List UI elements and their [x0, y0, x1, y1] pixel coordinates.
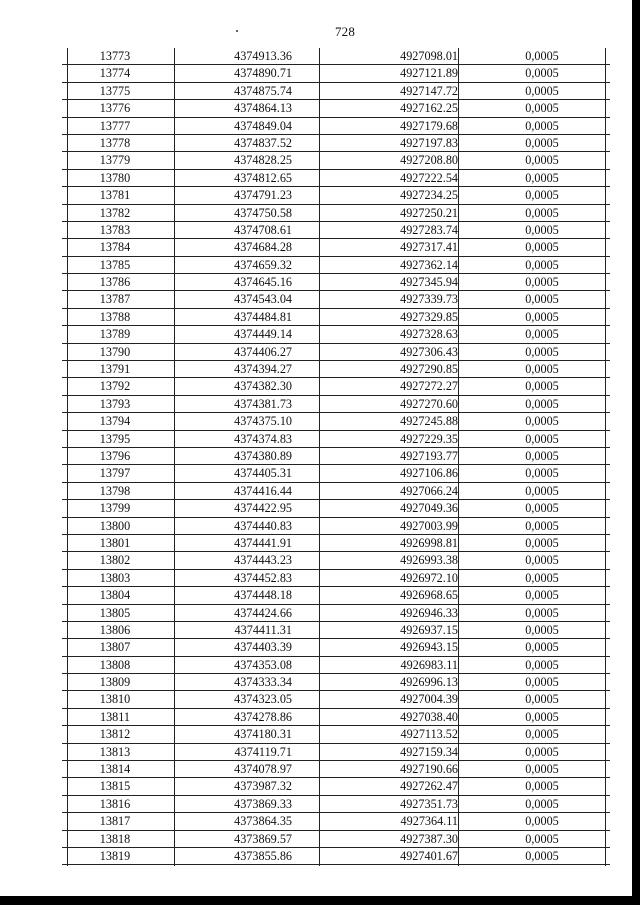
point-number-cell: 13795 [99, 431, 131, 446]
x-coordinate-cell: 4374119.71 [234, 744, 292, 759]
error-value-cell: 0,0005 [525, 518, 559, 533]
x-coordinate-cell: 4373869.33 [234, 796, 292, 811]
table-row [62, 639, 610, 656]
table-row [62, 83, 610, 100]
x-coordinate-cell: 4374333.34 [234, 675, 292, 690]
point-number-cell: 13812 [99, 727, 131, 742]
y-coordinate-cell: 4927147.72 [400, 83, 458, 98]
x-coordinate-cell: 4374452.83 [234, 570, 292, 585]
y-coordinate-cell: 4927345.94 [400, 275, 458, 290]
table-row [62, 257, 610, 274]
error-value-cell: 0,0005 [525, 275, 559, 290]
table-row [62, 691, 610, 708]
y-coordinate-cell: 4926937.15 [400, 622, 458, 637]
error-value-cell: 0,0005 [525, 309, 559, 324]
table-row [62, 222, 610, 239]
y-coordinate-cell: 4927193.77 [400, 448, 458, 463]
error-value-cell: 0,0005 [525, 431, 559, 446]
point-number-cell: 13801 [99, 535, 131, 550]
point-number-cell: 13785 [99, 257, 131, 272]
table-row [62, 500, 610, 517]
table-row [62, 135, 610, 152]
table-row [62, 552, 610, 569]
point-number-cell: 13805 [99, 605, 131, 620]
y-coordinate-cell: 4927401.67 [400, 848, 458, 863]
y-coordinate-cell: 4927290.85 [400, 362, 458, 377]
point-number-cell: 13774 [99, 66, 131, 81]
scan-edge-bottom [0, 896, 640, 905]
x-coordinate-cell: 4373987.32 [234, 779, 292, 794]
x-coordinate-cell: 4374323.05 [234, 692, 292, 707]
error-value-cell: 0,0005 [525, 135, 559, 150]
y-coordinate-cell: 4927234.25 [400, 188, 458, 203]
error-value-cell: 0,0005 [525, 188, 559, 203]
point-number-cell: 13782 [99, 205, 131, 220]
x-coordinate-cell: 4374424.66 [234, 605, 292, 620]
x-coordinate-cell: 4374405.31 [234, 466, 292, 481]
y-coordinate-cell: 4927283.74 [400, 222, 458, 237]
error-value-cell: 0,0005 [525, 292, 559, 307]
y-coordinate-cell: 4927387.30 [400, 831, 458, 846]
x-coordinate-cell: 4374375.10 [234, 414, 292, 429]
y-coordinate-cell: 4926943.15 [400, 640, 458, 655]
y-coordinate-cell: 4927113.52 [400, 727, 458, 742]
error-value-cell: 0,0005 [525, 727, 559, 742]
y-coordinate-cell: 4927262.47 [400, 779, 458, 794]
x-coordinate-cell: 4374278.86 [234, 709, 292, 724]
error-value-cell: 0,0005 [525, 814, 559, 829]
row-separator [62, 864, 610, 865]
x-coordinate-cell: 4374828.25 [234, 153, 292, 168]
y-coordinate-cell: 4927162.25 [400, 101, 458, 116]
error-value-cell: 0,0005 [525, 535, 559, 550]
y-coordinate-cell: 4926972.10 [400, 570, 458, 585]
y-coordinate-cell: 4927351.73 [400, 796, 458, 811]
table-row [62, 431, 610, 448]
error-value-cell: 0,0005 [525, 396, 559, 411]
point-number-cell: 13798 [99, 483, 131, 498]
point-number-cell: 13783 [99, 222, 131, 237]
x-coordinate-cell: 4374708.61 [234, 222, 292, 237]
error-value-cell: 0,0005 [525, 553, 559, 568]
x-coordinate-cell: 4374394.27 [234, 362, 292, 377]
table-row [62, 709, 610, 726]
error-value-cell: 0,0005 [525, 379, 559, 394]
point-number-cell: 13791 [99, 362, 131, 377]
table-row [62, 657, 610, 674]
y-coordinate-cell: 4927121.89 [400, 66, 458, 81]
y-coordinate-cell: 4927339.73 [400, 292, 458, 307]
error-value-cell: 0,0005 [525, 222, 559, 237]
x-coordinate-cell: 4373855.86 [234, 848, 292, 863]
x-coordinate-cell: 4374890.71 [234, 66, 292, 81]
x-coordinate-cell: 4374441.91 [234, 535, 292, 550]
x-coordinate-cell: 4374750.58 [234, 205, 292, 220]
table-row [62, 831, 610, 848]
point-number-cell: 13793 [99, 396, 131, 411]
table-row [62, 778, 610, 795]
y-coordinate-cell: 4927245.88 [400, 414, 458, 429]
point-number-cell: 13811 [99, 709, 131, 724]
error-value-cell: 0,0005 [525, 744, 559, 759]
table-row [62, 587, 610, 604]
error-value-cell: 0,0005 [525, 205, 559, 220]
table-row [62, 274, 610, 291]
error-value-cell: 0,0005 [525, 362, 559, 377]
point-number-cell: 13816 [99, 796, 131, 811]
error-value-cell: 0,0005 [525, 466, 559, 481]
x-coordinate-cell: 4374374.83 [234, 431, 292, 446]
table-row [62, 674, 610, 691]
error-value-cell: 0,0005 [525, 501, 559, 516]
point-number-cell: 13813 [99, 744, 131, 759]
error-value-cell: 0,0005 [525, 692, 559, 707]
y-coordinate-cell: 4927250.21 [400, 205, 458, 220]
x-coordinate-cell: 4374406.27 [234, 344, 292, 359]
y-coordinate-cell: 4926968.65 [400, 588, 458, 603]
table-row [62, 726, 610, 743]
table-row [62, 448, 610, 465]
table-row [62, 378, 610, 395]
point-number-cell: 13799 [99, 501, 131, 516]
x-coordinate-cell: 4374443.23 [234, 553, 292, 568]
x-coordinate-cell: 4374684.28 [234, 240, 292, 255]
error-value-cell: 0,0005 [525, 640, 559, 655]
error-value-cell: 0,0005 [525, 779, 559, 794]
y-coordinate-cell: 4927362.14 [400, 257, 458, 272]
x-coordinate-cell: 4374422.95 [234, 501, 292, 516]
y-coordinate-cell: 4926983.11 [400, 657, 458, 672]
table-row [62, 152, 610, 169]
x-coordinate-cell: 4373864.35 [234, 814, 292, 829]
error-value-cell: 0,0005 [525, 831, 559, 846]
y-coordinate-cell: 4926946.33 [400, 605, 458, 620]
point-number-cell: 13800 [99, 518, 131, 533]
error-value-cell: 0,0005 [525, 344, 559, 359]
point-number-cell: 13796 [99, 448, 131, 463]
error-value-cell: 0,0005 [525, 49, 559, 63]
point-number-cell: 13810 [99, 692, 131, 707]
error-value-cell: 0,0005 [525, 657, 559, 672]
point-number-cell: 13814 [99, 762, 131, 777]
table-row [62, 396, 610, 413]
point-number-cell: 13807 [99, 640, 131, 655]
point-number-cell: 13819 [99, 848, 131, 863]
error-value-cell: 0,0005 [525, 570, 559, 585]
error-value-cell: 0,0005 [525, 762, 559, 777]
x-coordinate-cell: 4374913.36 [234, 49, 292, 63]
error-value-cell: 0,0005 [525, 605, 559, 620]
x-coordinate-cell: 4374812.65 [234, 170, 292, 185]
x-coordinate-cell: 4373869.57 [234, 831, 292, 846]
y-coordinate-cell: 4927364.11 [400, 814, 458, 829]
table-body [62, 48, 610, 865]
table-row [62, 483, 610, 500]
table-row [62, 170, 610, 187]
table-row [62, 518, 610, 535]
x-coordinate-cell: 4374645.16 [234, 275, 292, 290]
point-number-cell: 13794 [99, 414, 131, 429]
error-value-cell: 0,0005 [525, 327, 559, 342]
point-number-cell: 13789 [99, 327, 131, 342]
table-row [62, 848, 610, 865]
y-coordinate-cell: 4927066.24 [400, 483, 458, 498]
point-number-cell: 13803 [99, 570, 131, 585]
y-coordinate-cell: 4927179.68 [400, 118, 458, 133]
point-number-cell: 13806 [99, 622, 131, 637]
table-row [62, 535, 610, 552]
error-value-cell: 0,0005 [525, 414, 559, 429]
x-coordinate-cell: 4374449.14 [234, 327, 292, 342]
error-value-cell: 0,0005 [525, 83, 559, 98]
point-number-cell: 13781 [99, 188, 131, 203]
x-coordinate-cell: 4374381.73 [234, 396, 292, 411]
error-value-cell: 0,0005 [525, 448, 559, 463]
table-row [62, 465, 610, 482]
y-coordinate-cell: 4926993.38 [400, 553, 458, 568]
y-coordinate-cell: 4927329.85 [400, 309, 458, 324]
x-coordinate-cell: 4374837.52 [234, 135, 292, 150]
coordinates-table [62, 48, 610, 866]
x-coordinate-cell: 4374380.89 [234, 448, 292, 463]
error-value-cell: 0,0005 [525, 66, 559, 81]
point-number-cell: 13792 [99, 379, 131, 394]
error-value-cell: 0,0005 [525, 588, 559, 603]
error-value-cell: 0,0005 [525, 118, 559, 133]
table-row [62, 761, 610, 778]
table-row [62, 605, 610, 622]
error-value-cell: 0,0005 [525, 153, 559, 168]
table-row [62, 187, 610, 204]
table-row [62, 291, 610, 308]
x-coordinate-cell: 4374382.30 [234, 379, 292, 394]
point-number-cell: 13778 [99, 135, 131, 150]
point-number-cell: 13818 [99, 831, 131, 846]
y-coordinate-cell: 4927038.40 [400, 709, 458, 724]
table-row [62, 48, 610, 65]
y-coordinate-cell: 4926996.13 [400, 675, 458, 690]
table-row [62, 361, 610, 378]
x-coordinate-cell: 4374659.32 [234, 257, 292, 272]
error-value-cell: 0,0005 [525, 101, 559, 116]
y-coordinate-cell: 4927049.36 [400, 501, 458, 516]
point-number-cell: 13804 [99, 588, 131, 603]
point-number-cell: 13797 [99, 466, 131, 481]
error-value-cell: 0,0005 [525, 622, 559, 637]
point-number-cell: 13788 [99, 309, 131, 324]
point-number-cell: 13773 [99, 49, 131, 63]
table-row [62, 118, 610, 135]
scan-edge-right [632, 0, 640, 905]
y-coordinate-cell: 4927306.43 [400, 344, 458, 359]
x-coordinate-cell: 4374791.23 [234, 188, 292, 203]
y-coordinate-cell: 4927197.83 [400, 135, 458, 150]
y-coordinate-cell: 4927004.39 [400, 692, 458, 707]
table-row [62, 413, 610, 430]
error-value-cell: 0,0005 [525, 257, 559, 272]
point-number-cell: 13779 [99, 153, 131, 168]
table-row [62, 344, 610, 361]
error-value-cell: 0,0005 [525, 796, 559, 811]
y-coordinate-cell: 4927208.80 [400, 153, 458, 168]
table-row [62, 326, 610, 343]
table-row [62, 622, 610, 639]
x-coordinate-cell: 4374411.31 [234, 622, 292, 637]
point-number-cell: 13790 [99, 344, 131, 359]
table-row [62, 570, 610, 587]
x-coordinate-cell: 4374849.04 [234, 118, 292, 133]
error-value-cell: 0,0005 [525, 483, 559, 498]
point-number-cell: 13786 [99, 275, 131, 290]
x-coordinate-cell: 4374440.83 [234, 518, 292, 533]
table-row [62, 309, 610, 326]
point-number-cell: 13777 [99, 118, 131, 133]
x-coordinate-cell: 4374484.81 [234, 309, 292, 324]
table-row [62, 813, 610, 830]
x-coordinate-cell: 4374353.08 [234, 657, 292, 672]
error-value-cell: 0,0005 [525, 709, 559, 724]
y-coordinate-cell: 4927222.54 [400, 170, 458, 185]
point-number-cell: 13784 [99, 240, 131, 255]
error-value-cell: 0,0005 [525, 848, 559, 863]
y-coordinate-cell: 4927098.01 [400, 49, 458, 63]
x-coordinate-cell: 4374180.31 [234, 727, 292, 742]
error-value-cell: 0,0005 [525, 675, 559, 690]
point-number-cell: 13776 [99, 101, 131, 116]
x-coordinate-cell: 4374543.04 [234, 292, 292, 307]
y-coordinate-cell: 4927270.60 [400, 396, 458, 411]
table-row [62, 205, 610, 222]
table-row [62, 239, 610, 256]
point-number-cell: 13787 [99, 292, 131, 307]
point-number-cell: 13817 [99, 814, 131, 829]
point-number-cell: 13808 [99, 657, 131, 672]
point-number-cell: 13809 [99, 675, 131, 690]
error-value-cell: 0,0005 [525, 170, 559, 185]
y-coordinate-cell: 4927229.35 [400, 431, 458, 446]
point-number-cell: 13802 [99, 553, 131, 568]
error-value-cell: 0,0005 [525, 240, 559, 255]
point-number-cell: 13780 [99, 170, 131, 185]
x-coordinate-cell: 4374875.74 [234, 83, 292, 98]
x-coordinate-cell: 4374078.97 [234, 762, 292, 777]
table-row [62, 100, 610, 117]
y-coordinate-cell: 4927003.99 [400, 518, 458, 533]
x-coordinate-cell: 4374416.44 [234, 483, 292, 498]
y-coordinate-cell: 4927272.27 [400, 379, 458, 394]
y-coordinate-cell: 4927317.41 [400, 240, 458, 255]
y-coordinate-cell: 4927328.63 [400, 327, 458, 342]
table-row [62, 65, 610, 82]
table-row [62, 744, 610, 761]
point-number-cell: 13775 [99, 83, 131, 98]
page-number: 728 [334, 24, 356, 39]
y-coordinate-cell: 4926998.81 [400, 535, 458, 550]
table-row [62, 796, 610, 813]
x-coordinate-cell: 4374864.13 [234, 101, 292, 116]
x-coordinate-cell: 4374448.18 [234, 588, 292, 603]
y-coordinate-cell: 4927106.86 [400, 466, 458, 481]
y-coordinate-cell: 4927159.34 [400, 744, 458, 759]
point-number-cell: 13815 [99, 779, 131, 794]
y-coordinate-cell: 4927190.66 [400, 762, 458, 777]
x-coordinate-cell: 4374403.39 [234, 640, 292, 655]
